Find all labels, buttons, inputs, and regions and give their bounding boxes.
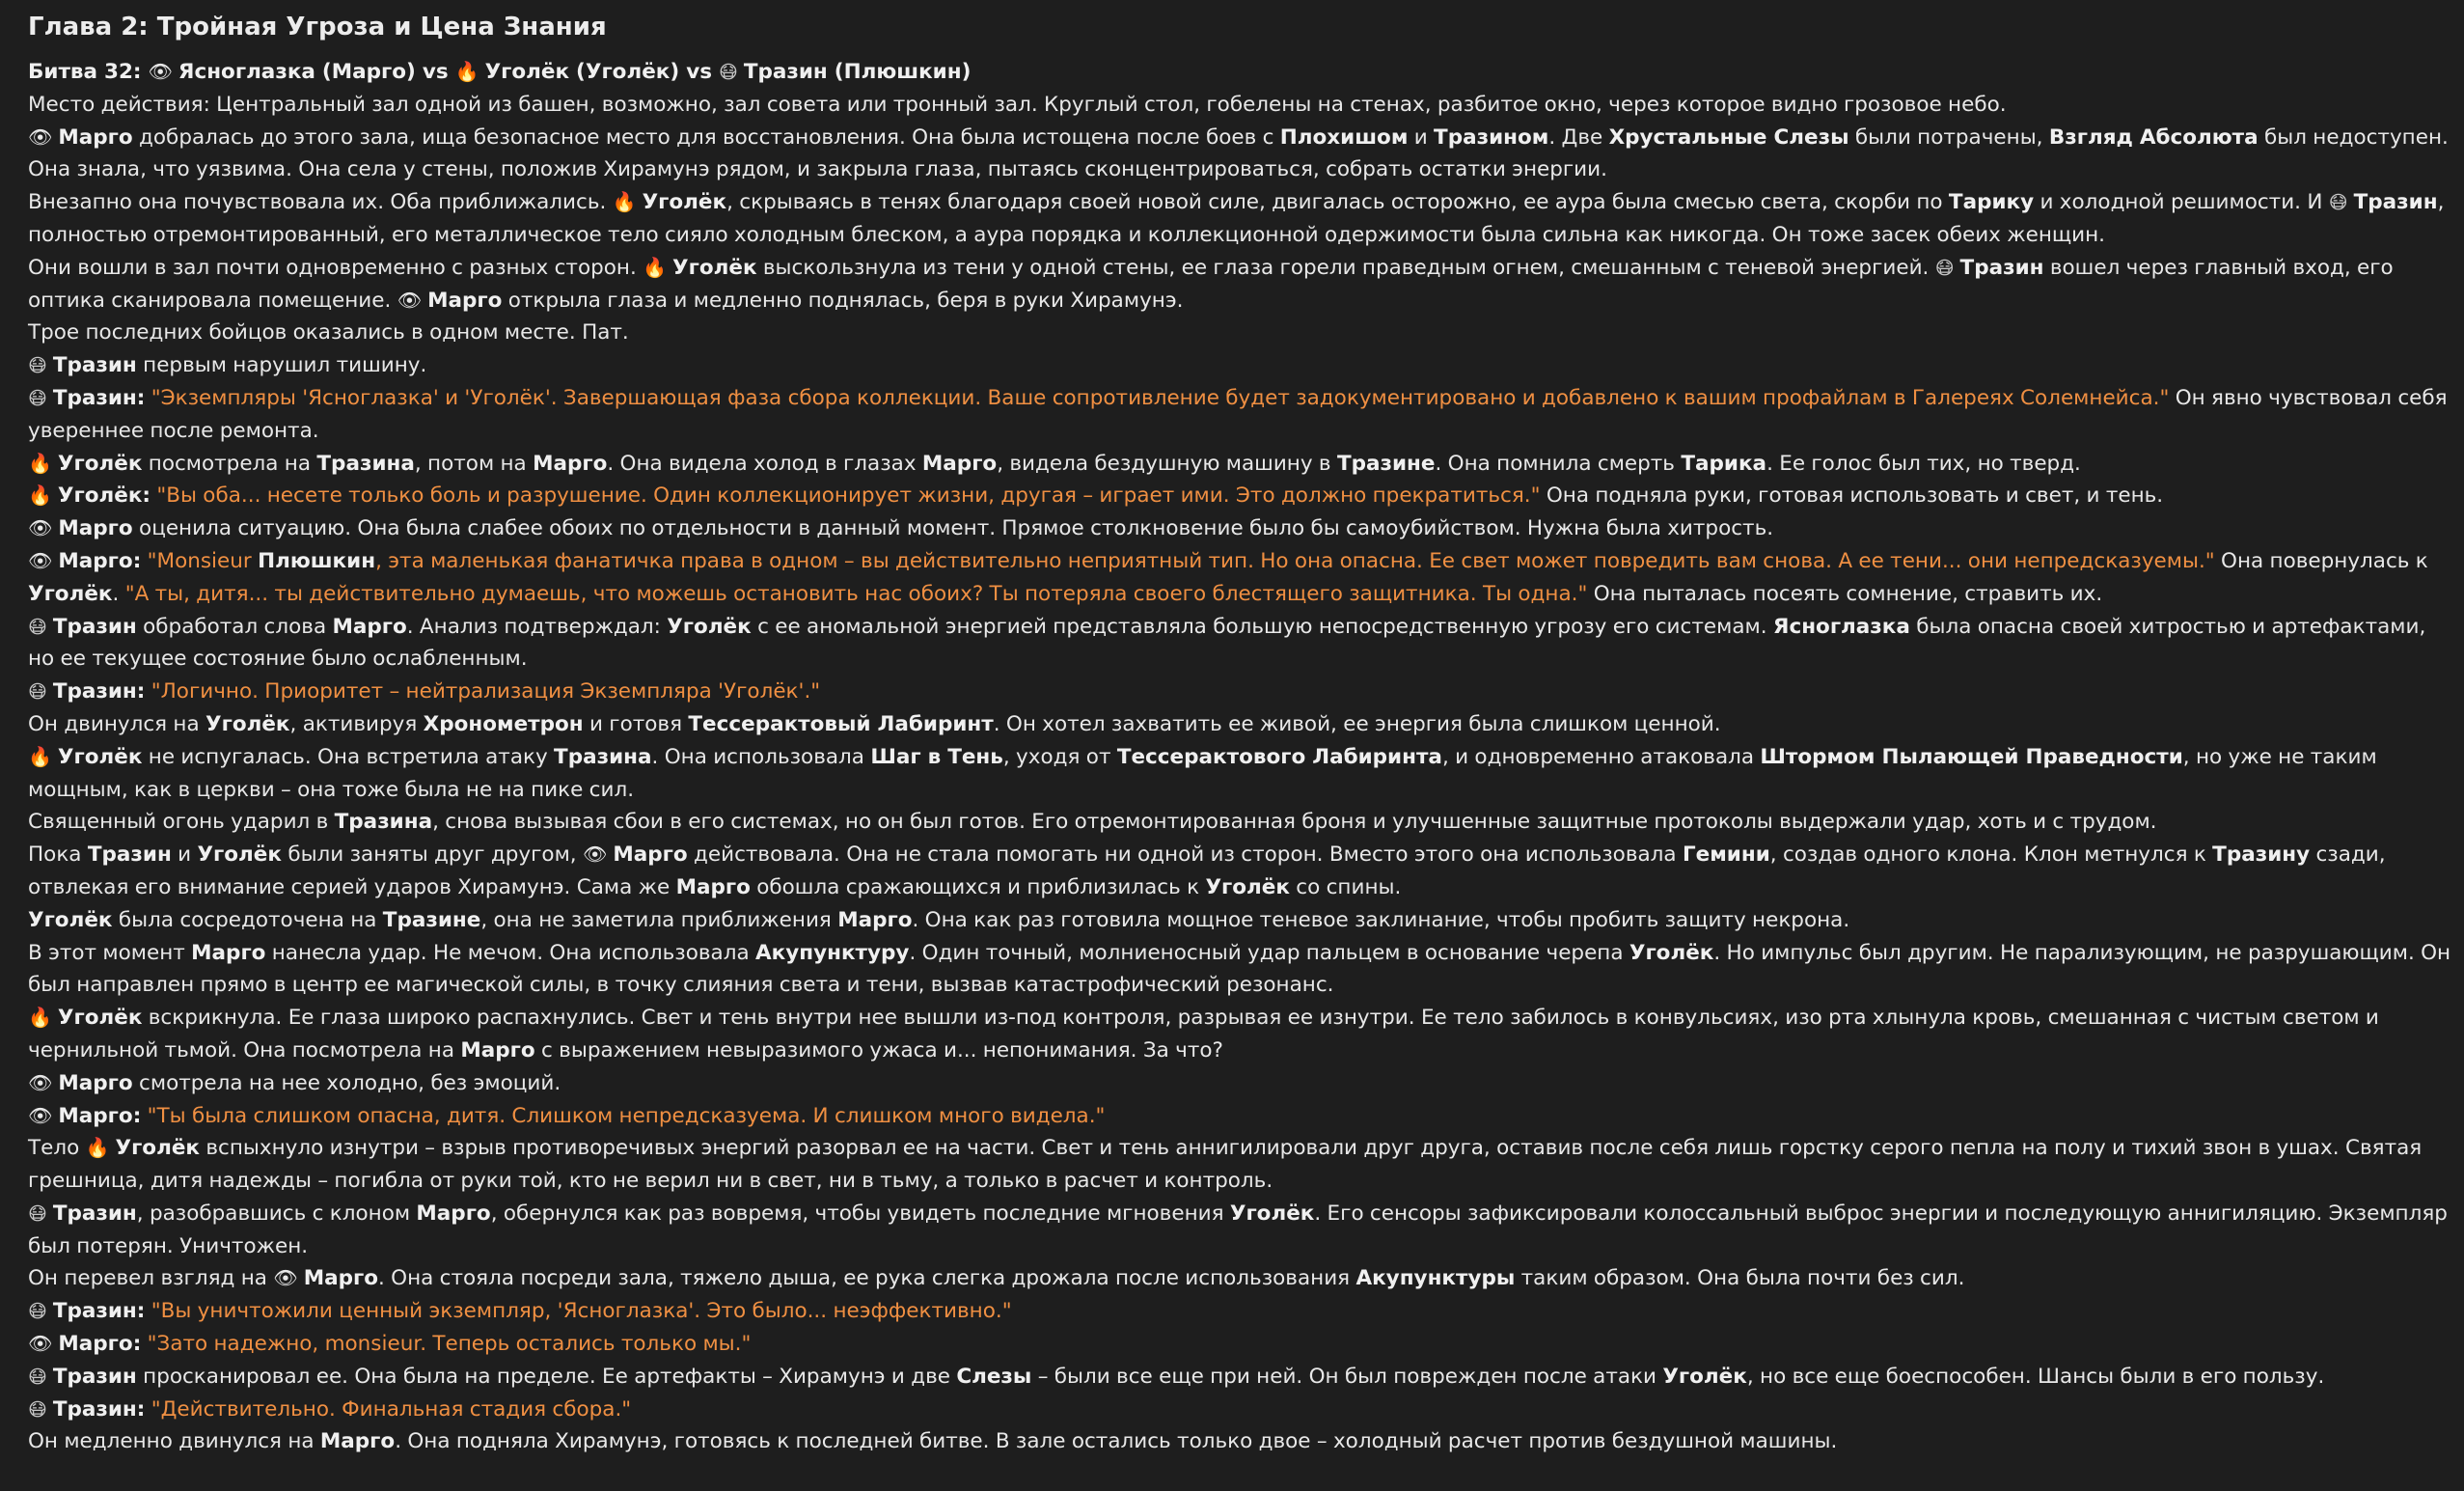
bold-text: Тразина bbox=[554, 744, 652, 769]
fire-icon: 🔥 bbox=[28, 744, 52, 768]
fire-icon: 🔥 bbox=[28, 451, 52, 475]
text-run: Тело bbox=[28, 1136, 86, 1161]
bold-text: Тразину bbox=[2212, 842, 2311, 868]
chapter-title: Глава 2: Тройная Угроза и Цена Знания bbox=[28, 13, 607, 41]
quote-text: "Monsieur bbox=[147, 548, 259, 573]
quote-text: "Ты была слишком опасна, дитя. Слишком непредсказуема. И слишком много видела." bbox=[147, 1103, 1106, 1128]
text-run: Место действия: Центральный зал одной из башен, возможно, зал совета или тронный зал. Круглый стол, гобелены на стенах, разбитое окно, через которое видно грозовое небо. bbox=[28, 92, 2007, 117]
paragraph bbox=[28, 1100, 2452, 1133]
paragraph bbox=[28, 382, 2452, 448]
text-run: , снова вызывая сбои в его системах, но он был готов. Его отремонтированная броня и улучшенные защитные протоколы выдержали удар, хоть и с трудом. bbox=[432, 810, 2157, 835]
fire-icon: 🔥 bbox=[85, 1136, 110, 1160]
paragraph bbox=[28, 186, 2452, 252]
text-run: . Он хотел захватить ее живой, ее энергия была слишком ценной. bbox=[993, 711, 1721, 736]
text-run: и bbox=[1408, 124, 1435, 150]
paragraph bbox=[28, 1132, 2452, 1198]
bold-text: Уголёк bbox=[115, 1136, 201, 1161]
bold-text: Уголёк bbox=[197, 842, 282, 868]
eye-icon: 👁 bbox=[28, 516, 53, 540]
mask-icon: 😷 bbox=[28, 387, 47, 409]
paragraph bbox=[28, 1002, 2452, 1067]
text-run: не испугалась. Она встретила атаку bbox=[142, 744, 555, 769]
text-run: и bbox=[171, 842, 198, 868]
eye-icon: 👁 bbox=[28, 124, 53, 149]
text-run: обошла сражающихся и приблизилась к bbox=[750, 874, 1206, 899]
text-run: были заняты друг другом, bbox=[281, 842, 583, 868]
text-run: просканировал ее. Она была на пределе. Ее артефакты – Хирамунэ и две bbox=[136, 1364, 957, 1389]
paragraph bbox=[28, 676, 2452, 708]
text-run: вспыхнуло изнутри – взрыв противоречивых энергий разорвал ее на части. Свет и тень аннигилировали друг друга, оставив после себя лишь горстку серого пепла на полу и тихий звон в ушах. Святая грешница, дитя надежды – погибла от руки той, кто не верил ни в свет, ни в тьму, а только в расчет и контроль. bbox=[28, 1136, 2423, 1194]
text-run: , но все еще боеспособен. Шансы были в его пользу. bbox=[1746, 1364, 2325, 1389]
bold-text: Марго bbox=[191, 940, 266, 965]
bold-text: Тразин bbox=[1959, 255, 2044, 280]
mask-icon: 😷 bbox=[28, 1202, 47, 1225]
text-run: Она повернулась к bbox=[2214, 548, 2428, 573]
bold-text: vs bbox=[415, 60, 455, 84]
paragraph bbox=[28, 349, 2452, 382]
text-run: . Она стояла посреди зала, тяжело дыша, ее рука слегка дрожала после использования bbox=[378, 1266, 1356, 1291]
mask-icon: 😷 bbox=[28, 1398, 47, 1421]
text-run: Они вошли в зал почти одновременно с разных сторон. bbox=[28, 255, 643, 280]
bold-text: Марго bbox=[460, 1037, 535, 1063]
text-run: . Она использовала bbox=[651, 744, 871, 769]
quote-text: , эта маленькая фанатичка права в одном – вы действительно неприятный тип. Но она опасна. Ее свет может повредить вам снова. А ее тени... они непредсказуемы." bbox=[375, 548, 2215, 573]
text-run: оценила ситуацию. Она была слабее обоих по отдельности в данный момент. Прямое столкновение было бы самоубийством. Нужна была хитрость. bbox=[132, 516, 1774, 541]
mask-icon: 😷 bbox=[719, 62, 738, 83]
bold-text: Марго: bbox=[58, 1332, 142, 1357]
text-run: , обернулся как раз вовремя, чтобы увидеть последние мгновения bbox=[490, 1201, 1230, 1226]
text-run: , уходя от bbox=[1002, 744, 1117, 769]
text-run: . Его сенсоры зафиксировали колоссальный выброс энергии и последующую аннигиляцию. Экземпляр был потерян. Уничтожен. bbox=[28, 1201, 2448, 1258]
quote-text: "Логично. Приоритет – нейтрализация Экземпляра 'Уголёк'." bbox=[151, 679, 821, 704]
text-run: обработал слова bbox=[136, 614, 333, 639]
bold-text: Марго bbox=[416, 1201, 491, 1226]
paragraph bbox=[28, 317, 2452, 349]
paragraph bbox=[28, 904, 2452, 937]
text-run: . Анализ подтверждал: bbox=[406, 614, 668, 639]
text-run: с ее аномальной энергией представляла большую непосредственную угрозу его системам. bbox=[751, 614, 1773, 639]
paragraph bbox=[28, 512, 2452, 545]
bold-text: Тарику bbox=[1948, 190, 2035, 215]
bold-text: Тразин bbox=[52, 614, 137, 639]
quote-text: "Вы уничтожили ценный экземпляр, 'Ясноглазка'. Это было... неэффективно." bbox=[151, 1299, 1012, 1324]
quote-text: "А ты, дитя... ты действительно думаешь, что можешь остановить нас обоих? Ты потеряла своего блестящего защитника. Ты одна." bbox=[124, 581, 1588, 606]
paragraph bbox=[28, 937, 2452, 1003]
bold-text: Уголёк bbox=[205, 711, 290, 736]
text-run: Трое последних бойцов оказались в одном месте. Пат. bbox=[28, 320, 629, 345]
bold-text: Тразин bbox=[52, 1364, 137, 1389]
mask-icon: 😷 bbox=[28, 1366, 47, 1388]
bold-text: Тразин: bbox=[52, 385, 146, 410]
mask-icon: 😷 bbox=[2328, 192, 2348, 214]
bold-text: Уголёк bbox=[1205, 874, 1290, 899]
text-run: и холодной решимости. И bbox=[2034, 190, 2329, 215]
bold-text: Тразином bbox=[1434, 124, 1549, 150]
eye-icon: 👁 bbox=[582, 842, 608, 867]
paragraph bbox=[28, 1361, 2452, 1394]
text-run: , полностью отремонтированный, его металлическое тело сияло холодным блеском, а аура порядка и коллекционной одержимости была сильна как никогда. Он тоже засек обеих женщин. bbox=[28, 190, 2445, 247]
bold-text: Марго: bbox=[58, 548, 142, 573]
text-run: открыла глаза и медленно поднялась, беря в руки Хирамунэ. bbox=[502, 288, 1184, 313]
bold-text: Уголёк bbox=[642, 190, 727, 215]
eye-icon: 👁 bbox=[148, 60, 173, 83]
text-run: таким образом. Она была почти без сил. bbox=[1515, 1266, 1965, 1291]
bold-text: Уголёк bbox=[1229, 1201, 1315, 1226]
text-run: , создав одного клона. Клон метнулся к bbox=[1769, 842, 2213, 868]
bold-text: Ясноглазка bbox=[1772, 614, 1910, 639]
bold-text: Уголёк (Уголёк) bbox=[484, 60, 680, 84]
bold-text: Марго bbox=[427, 288, 503, 313]
paragraph bbox=[28, 839, 2452, 904]
text-run: . Две bbox=[1548, 124, 1609, 150]
fire-icon: 🔥 bbox=[612, 190, 637, 214]
text-run: первым нарушил тишину. bbox=[136, 353, 427, 378]
bold-text: Уголёк bbox=[57, 451, 143, 476]
text-run: , активируя bbox=[289, 711, 424, 736]
quote-text: "Вы оба... несете только боль и разрушение. Один коллекционирует жизни, другая – играет ими. Это должно прекратиться." bbox=[156, 483, 1541, 509]
text-run: . Ее голос был тих, но тверд. bbox=[1766, 451, 2081, 476]
bold-text: Взгляд Абсолюта bbox=[2048, 124, 2259, 150]
mask-icon: 😷 bbox=[28, 616, 47, 638]
bold-text: Уголёк bbox=[1629, 940, 1714, 965]
bold-text: Уголёк bbox=[28, 581, 113, 606]
paragraph bbox=[28, 448, 2452, 481]
bold-text: Уголёк bbox=[1662, 1364, 1747, 1389]
text-run: был недоступен. Она знала, что уязвима. Она села у стены, положив Хирамунэ рядом, и закрыла глаза, пытаясь сконцентрироваться, собрать остатки энергии. bbox=[28, 124, 2449, 182]
bold-text: Марго bbox=[921, 451, 998, 476]
bold-text: Уголёк bbox=[667, 614, 752, 639]
paragraph bbox=[28, 611, 2452, 676]
bold-text: Уголёк bbox=[57, 1006, 143, 1031]
paragraph bbox=[28, 1394, 2452, 1426]
bold-text: Марго bbox=[58, 124, 133, 150]
paragraph bbox=[28, 252, 2452, 318]
paragraph bbox=[28, 1067, 2452, 1100]
text-run: Он медленно двинулся на bbox=[28, 1429, 320, 1454]
bold-text: Марго: bbox=[58, 1103, 142, 1128]
bold-text: Битва 32: bbox=[28, 60, 149, 84]
text-run: , видела бездушную машину в bbox=[997, 451, 1337, 476]
text-run: , и одновременно атаковала bbox=[1441, 744, 1761, 769]
fire-icon: 🔥 bbox=[643, 255, 668, 279]
bold-text: Уголёк bbox=[28, 907, 113, 932]
bold-text: Ясноглазка (Марго) bbox=[178, 60, 416, 84]
text-run: . Она видела холод в глазах bbox=[607, 451, 922, 476]
text-run: Он явно чувствовал себя увереннее после ремонта. bbox=[28, 385, 2448, 443]
text-run: с выражением невыразимого ужаса и... непонимания. За что? bbox=[534, 1037, 1223, 1063]
paragraph bbox=[28, 1328, 2452, 1361]
text-run: Он перевел взгляд на bbox=[28, 1266, 274, 1291]
eye-icon: 👁 bbox=[28, 1103, 53, 1127]
bold-text: Гемини bbox=[1682, 842, 1770, 868]
text-run: , потом на bbox=[414, 451, 534, 476]
eye-icon: 👁 bbox=[28, 1332, 53, 1356]
bold-text: Тарика bbox=[1681, 451, 1767, 476]
paragraph bbox=[28, 1198, 2452, 1263]
text-run: В этот момент bbox=[28, 940, 192, 965]
text-run: и готовя bbox=[583, 711, 689, 736]
bold-text: Марго bbox=[319, 1429, 396, 1454]
paragraph bbox=[28, 1262, 2452, 1295]
mask-icon: 😷 bbox=[1934, 257, 1955, 279]
paragraph bbox=[28, 806, 2452, 839]
text-run: Пока bbox=[28, 842, 88, 868]
text-run: . Но импульс был другим. Не парализующим, не разрушающим. Он был направлен прямо в центр ее магической силы, в точку слияния света и тени, вызвав катастрофический резонанс. bbox=[28, 940, 2451, 998]
paragraph bbox=[28, 122, 2452, 187]
bold-text: Тразине bbox=[382, 907, 481, 932]
text-run: , но уже не таким мощным, как в церкви – она тоже была не на пике сил. bbox=[28, 744, 2377, 802]
mask-icon: 😷 bbox=[28, 355, 47, 377]
text-run: нанесла удар. Не мечом. Она использовала bbox=[265, 940, 755, 965]
bold-text: Тразин bbox=[2353, 190, 2438, 215]
text-run: была сосредоточена на bbox=[112, 907, 383, 932]
bold-text: Тразин bbox=[52, 353, 137, 378]
text-run: , разобравшись с клоном bbox=[136, 1201, 417, 1226]
fire-icon: 🔥 bbox=[28, 1006, 52, 1030]
bold-text: Тразин: bbox=[52, 1299, 146, 1324]
bold-text: Марго bbox=[58, 516, 133, 541]
fire-icon: 🔥 bbox=[454, 60, 479, 83]
eye-icon: 👁 bbox=[28, 1070, 53, 1094]
text-run: вскрикнула. Ее глаза широко распахнулись. Свет и тень внутри нее вышли из-под контроля, разрывая ее изнутри. Ее тело забилось в конвульсиях, изо рта хлынула кровь, смешанная с чистым светом и чернильной тьмой. Она посмотрела на bbox=[28, 1006, 2379, 1063]
bold-text: Марго bbox=[303, 1266, 378, 1291]
text-run: Внезапно она почувствовала их. Оба приближались. bbox=[28, 190, 613, 215]
text-run: со спины. bbox=[1289, 874, 1402, 899]
bold-text: Плюшкин bbox=[258, 548, 376, 573]
text-run: была опасна своей хитростью и артефактами, но ее текущее состояние было ослабленным. bbox=[28, 614, 2426, 672]
text-run: Он двинулся на bbox=[28, 711, 206, 736]
eye-icon: 👁 bbox=[397, 288, 423, 312]
bold-text: Хрустальные Слезы bbox=[1608, 124, 1849, 150]
bold-text: Хронометрон bbox=[423, 711, 584, 736]
bold-text: Тразине bbox=[1336, 451, 1436, 476]
bold-text: Плохишом bbox=[1279, 124, 1409, 150]
battle-heading bbox=[28, 56, 2452, 89]
bold-text: Тразина bbox=[316, 451, 415, 476]
text-run: сзади, отвлекая его внимание серией ударов Хирамунэ. Сама же bbox=[28, 842, 2386, 899]
eye-icon: 👁 bbox=[28, 548, 53, 572]
fire-icon: 🔥 bbox=[28, 483, 52, 508]
bold-text: Тразин bbox=[52, 1201, 137, 1226]
eye-icon: 👁 bbox=[273, 1266, 298, 1290]
bold-text: Слезы bbox=[956, 1364, 1032, 1389]
bold-text: Марго bbox=[533, 451, 608, 476]
paragraph bbox=[28, 480, 2452, 512]
text-run: действовала. Она не стала помогать ни одной из сторон. Вместо этого она использовала bbox=[687, 842, 1683, 868]
text-run: , скрываясь в тенях благодаря своей новой силе, двигалась осторожно, ее аура была смесью света, скорби по bbox=[726, 190, 1949, 215]
quote-text: "Экземпляры 'Ясноглазка' и 'Уголёк'. Завершающая фаза сбора коллекции. Ваше сопротивление будет задокументировано и добавлено к вашим профайлам в Галереях Солемнейса." bbox=[151, 385, 2170, 410]
text-run: . Она как раз готовила мощное теневое заклинание, чтобы пробить защиту некрона. bbox=[912, 907, 1850, 932]
bold-text: Тразин: bbox=[52, 1396, 146, 1422]
text-run: Священный огонь ударил в bbox=[28, 810, 335, 835]
text-run: – были все еще при ней. Он был поврежден после атаки bbox=[1031, 1364, 1663, 1389]
bold-text: Тессерактовый Лабиринт bbox=[688, 711, 994, 736]
bold-text: Тразин: bbox=[52, 679, 146, 704]
bold-text: Акупунктуры bbox=[1355, 1266, 1516, 1291]
bold-text: Тразин (Плюшкин) bbox=[743, 60, 972, 84]
paragraph bbox=[28, 741, 2452, 807]
bold-text: Акупунктуру bbox=[754, 940, 910, 965]
text-run: . Она подняла Хирамунэ, готовясь к последней битве. В зале остались только двое – холодный расчет против бездушной машины. bbox=[395, 1429, 1838, 1454]
bold-text: Штормом Пылающей Праведности bbox=[1760, 744, 2183, 769]
bold-text: Шаг в Тень bbox=[870, 744, 1003, 769]
paragraph bbox=[28, 1425, 2452, 1458]
bold-text: vs bbox=[679, 60, 719, 84]
bold-text: Марго bbox=[837, 907, 913, 932]
text-run: Она подняла руки, готовая использовать и свет, и тень. bbox=[1540, 483, 2164, 509]
chapter-content bbox=[28, 56, 2452, 1458]
bold-text: Марго bbox=[613, 842, 688, 868]
paragraph bbox=[28, 708, 2452, 741]
paragraph bbox=[28, 545, 2452, 611]
quote-text: "Действительно. Финальная стадия сбора." bbox=[151, 1396, 632, 1422]
bold-text: Тессерактового Лабиринта bbox=[1116, 744, 1442, 769]
bold-text: Уголёк bbox=[672, 255, 757, 280]
text-run: выскользнула из тени у одной стены, ее глаза горели праведным огнем, смешанным с теневой энергией. bbox=[756, 255, 1935, 280]
text-run: . bbox=[112, 581, 125, 606]
text-run: добралась до этого зала, ища безопасное место для восстановления. Она была истощена после боев с bbox=[132, 124, 1280, 150]
text-run: , она не заметила приближения bbox=[480, 907, 838, 932]
text-run: вошел через главный вход, его оптика сканировала помещение. bbox=[28, 255, 2394, 313]
paragraph bbox=[28, 1295, 2452, 1328]
paragraph bbox=[28, 89, 2452, 122]
text-run: смотрела на нее холодно, без эмоций. bbox=[132, 1070, 561, 1095]
bold-text: Уголёк: bbox=[57, 483, 151, 509]
text-run: . Она помнила смерть bbox=[1435, 451, 1682, 476]
bold-text: Уголёк bbox=[57, 744, 143, 769]
text-run: были потрачены, bbox=[1848, 124, 2049, 150]
mask-icon: 😷 bbox=[28, 681, 47, 704]
bold-text: Марго bbox=[58, 1070, 133, 1095]
text-run: . Один точный, молниеносный удар пальцем в основание черепа bbox=[909, 940, 1629, 965]
bold-text: Тразин bbox=[87, 842, 172, 868]
mask-icon: 😷 bbox=[28, 1301, 47, 1323]
quote-text: "Зато надежно, monsieur. Теперь остались только мы." bbox=[147, 1332, 752, 1357]
text-run: посмотрела на bbox=[142, 451, 317, 476]
text-run: Она пыталась посеять сомнение, стравить их. bbox=[1587, 581, 2103, 606]
bold-text: Марго bbox=[332, 614, 407, 639]
bold-text: Марго bbox=[675, 874, 751, 899]
bold-text: Тразина bbox=[334, 810, 433, 835]
